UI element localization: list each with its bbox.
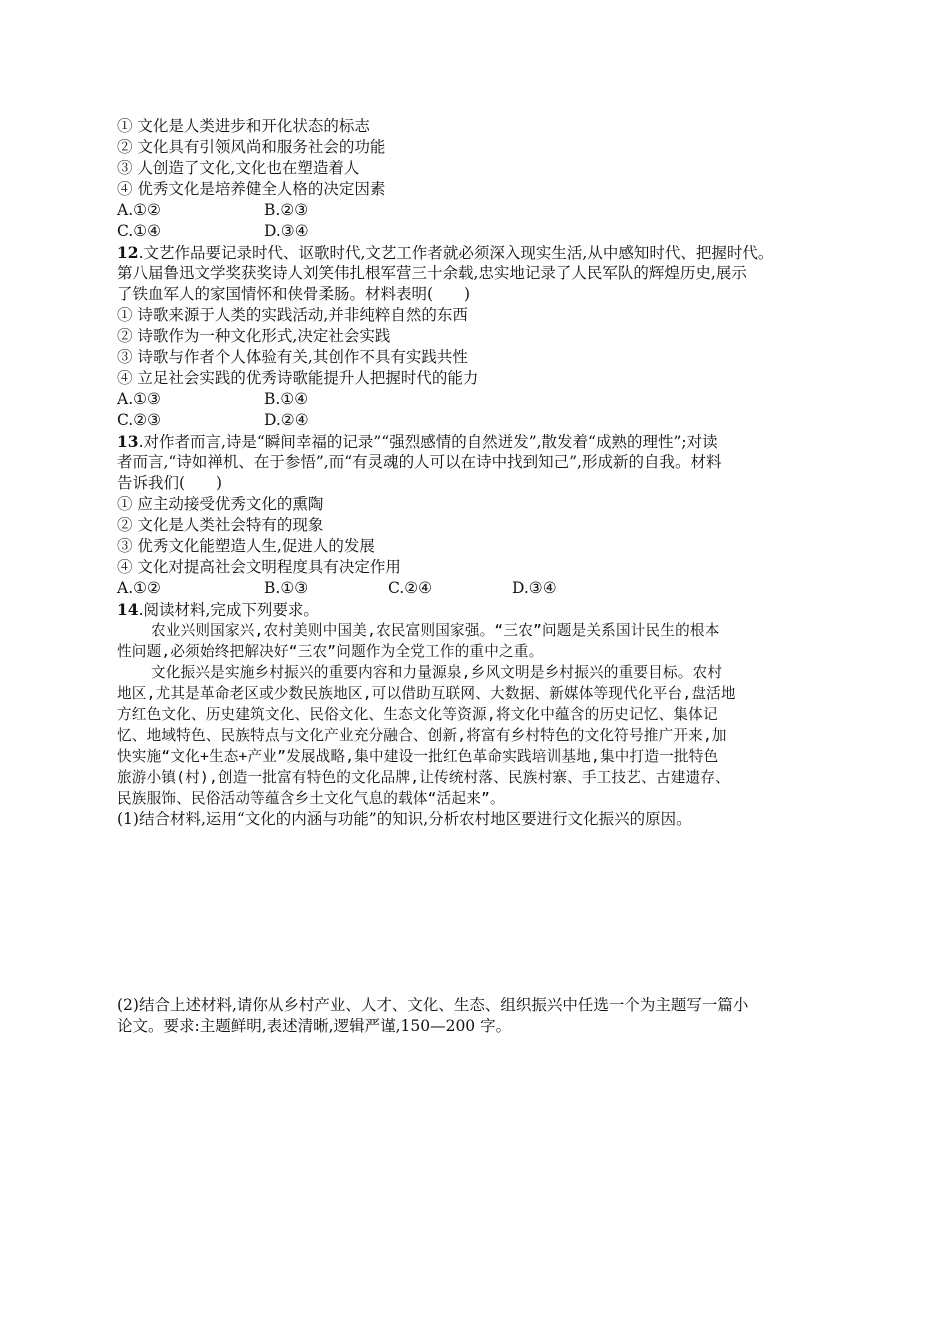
q14-para1-line-1: 农业兴则国家兴,农村美则中国美,农民富则国家强。“三农”问题是关系国计民生的根本 — [151, 622, 720, 639]
q14-para2-line-4: 忆、地域特色、民族特点与文化产业充分融合、创新,将富有乡村特色的文化符号推广开来,加 — [117, 727, 727, 744]
q12-options-row-1 — [117, 389, 847, 410]
q11-item-3: ③ 人创造了文化,文化也在塑造着人 — [117, 159, 360, 177]
q11-block — [117, 116, 837, 242]
q11-item-1: ① 文化是人类进步和开化状态的标志 — [117, 117, 370, 135]
q14-para2-line-6: 旅游小镇(村),创造一批富有特色的文化品牌,让传统村落、民族村寨、手工技艺、古建遗存、 — [117, 769, 730, 786]
q11-option-c: C.①④ — [117, 222, 162, 240]
q14-para1-line-2: 性问题,必须始终把解决好“三农”问题作为全党工作的重中之重。 — [117, 643, 544, 660]
q11-options-row-2 — [117, 221, 837, 242]
q11-option-b: B.②③ — [264, 201, 309, 219]
q12-option-d: D.②④ — [264, 411, 309, 429]
q12-item-2: ② 诗歌作为一种文化形式,决定社会实践 — [117, 327, 391, 345]
q13-number: 13 — [117, 432, 139, 451]
q13-item-4: ④ 文化对提高社会文明程度具有决定作用 — [117, 558, 401, 576]
q12-stem-line-2: 第八届鲁迅文学奖获奖诗人刘笑伟扎根军营三十余载,忠实地记录了人民军队的辉煌历史,展示 — [117, 264, 747, 282]
q12-option-c: C.②③ — [117, 411, 162, 429]
q14-sub2-line-2: 论文。要求:主题鲜明,表述清晰,逻辑严谨,150—200 字。 — [117, 1017, 512, 1035]
q13-item-3: ③ 优秀文化能塑造人生,促进人的发展 — [117, 537, 375, 555]
q13-block — [117, 431, 847, 599]
q12-stem-line-3: 了铁血军人的家国情怀和侠骨柔肠。材料表明( ) — [117, 285, 471, 303]
q11-item-2: ② 文化具有引领风尚和服务社会的功能 — [117, 138, 386, 156]
q13-stem-line-1: 13.对作者而言,诗是“瞬间幸福的记录”“强烈感情的自然迸发”,散发着“成熟的理性”;对读 — [117, 432, 718, 451]
q14-para2-line-2: 地区,尤其是革命老区或少数民族地区,可以借助互联网、大数据、新媒体等现代化平台,盘活地 — [117, 685, 736, 702]
q12-number: 12 — [117, 243, 139, 262]
q13-option-d: D.③④ — [512, 579, 557, 597]
q12-item-1: ① 诗歌来源于人类的实践活动,并非纯粹自然的东西 — [117, 306, 468, 324]
q13-stem-line-3: 告诉我们( ) — [117, 474, 223, 492]
q14-block — [117, 599, 847, 830]
q13-stem-line-2: 者而言,“诗如禅机、在于参悟”,而“有灵魂的人可以在诗中找到知己”,形成新的自我。材料 — [117, 453, 722, 471]
q14-sub-question-2 — [117, 995, 847, 1037]
q14-para2-line-7: 民族服饰、民俗活动等蕴含乡土文化气息的载体“活起来”。 — [117, 790, 505, 807]
q12-option-b: B.①④ — [264, 390, 309, 408]
q14-para2-line-5: 快实施“文化+生态+产业”发展战略,集中建设一批红色革命实践培训基地,集中打造一批特色 — [117, 748, 719, 765]
q13-item-2: ② 文化是人类社会特有的现象 — [117, 516, 324, 534]
q12-option-a: A.①③ — [117, 390, 161, 408]
q14-para2-line-3: 方红色文化、历史建筑文化、民俗文化、生态文化等资源,将文化中蕴含的历史记忆、集体记 — [117, 706, 718, 723]
q12-item-3: ③ 诗歌与作者个人体验有关,其创作不具有实践共性 — [117, 348, 468, 366]
q11-option-a: A.①② — [117, 201, 161, 219]
q14-sub2-line-1: (2)结合上述材料,请你从乡村产业、人才、文化、生态、组织振兴中任选一个为主题写一篇小 — [117, 996, 749, 1014]
q14-number: 14 — [117, 600, 139, 619]
q11-item-4: ④ 优秀文化是培养健全人格的决定因素 — [117, 180, 386, 198]
q12-block — [117, 242, 847, 431]
q11-options-row-1 — [117, 200, 837, 221]
q14-material — [117, 620, 847, 809]
q14-sub-question-1: (1)结合材料,运用“文化的内涵与功能”的知识,分析农村地区要进行文化振兴的原因。 — [117, 810, 692, 828]
q13-option-c: C.②④ — [388, 579, 433, 597]
q13-option-b: B.①③ — [264, 579, 309, 597]
q13-options-row — [117, 578, 847, 599]
q14-para2-line-1: 文化振兴是实施乡村振兴的重要内容和力量源泉,乡风文明是乡村振兴的重要目标。农村 — [151, 664, 723, 681]
q12-options-row-2 — [117, 410, 847, 431]
q14-intro: 14.阅读材料,完成下列要求。 — [117, 600, 319, 619]
q13-option-a: A.①② — [117, 579, 161, 597]
q13-item-1: ① 应主动接受优秀文化的熏陶 — [117, 495, 324, 513]
q11-option-d: D.③④ — [264, 222, 309, 240]
q12-stem-line-1: 12.文艺作品要记录时代、讴歌时代,文艺工作者就必须深入现实生活,从中感知时代、把握时代。 — [117, 243, 774, 262]
q12-item-4: ④ 立足社会实践的优秀诗歌能提升人把握时代的能力 — [117, 369, 479, 387]
